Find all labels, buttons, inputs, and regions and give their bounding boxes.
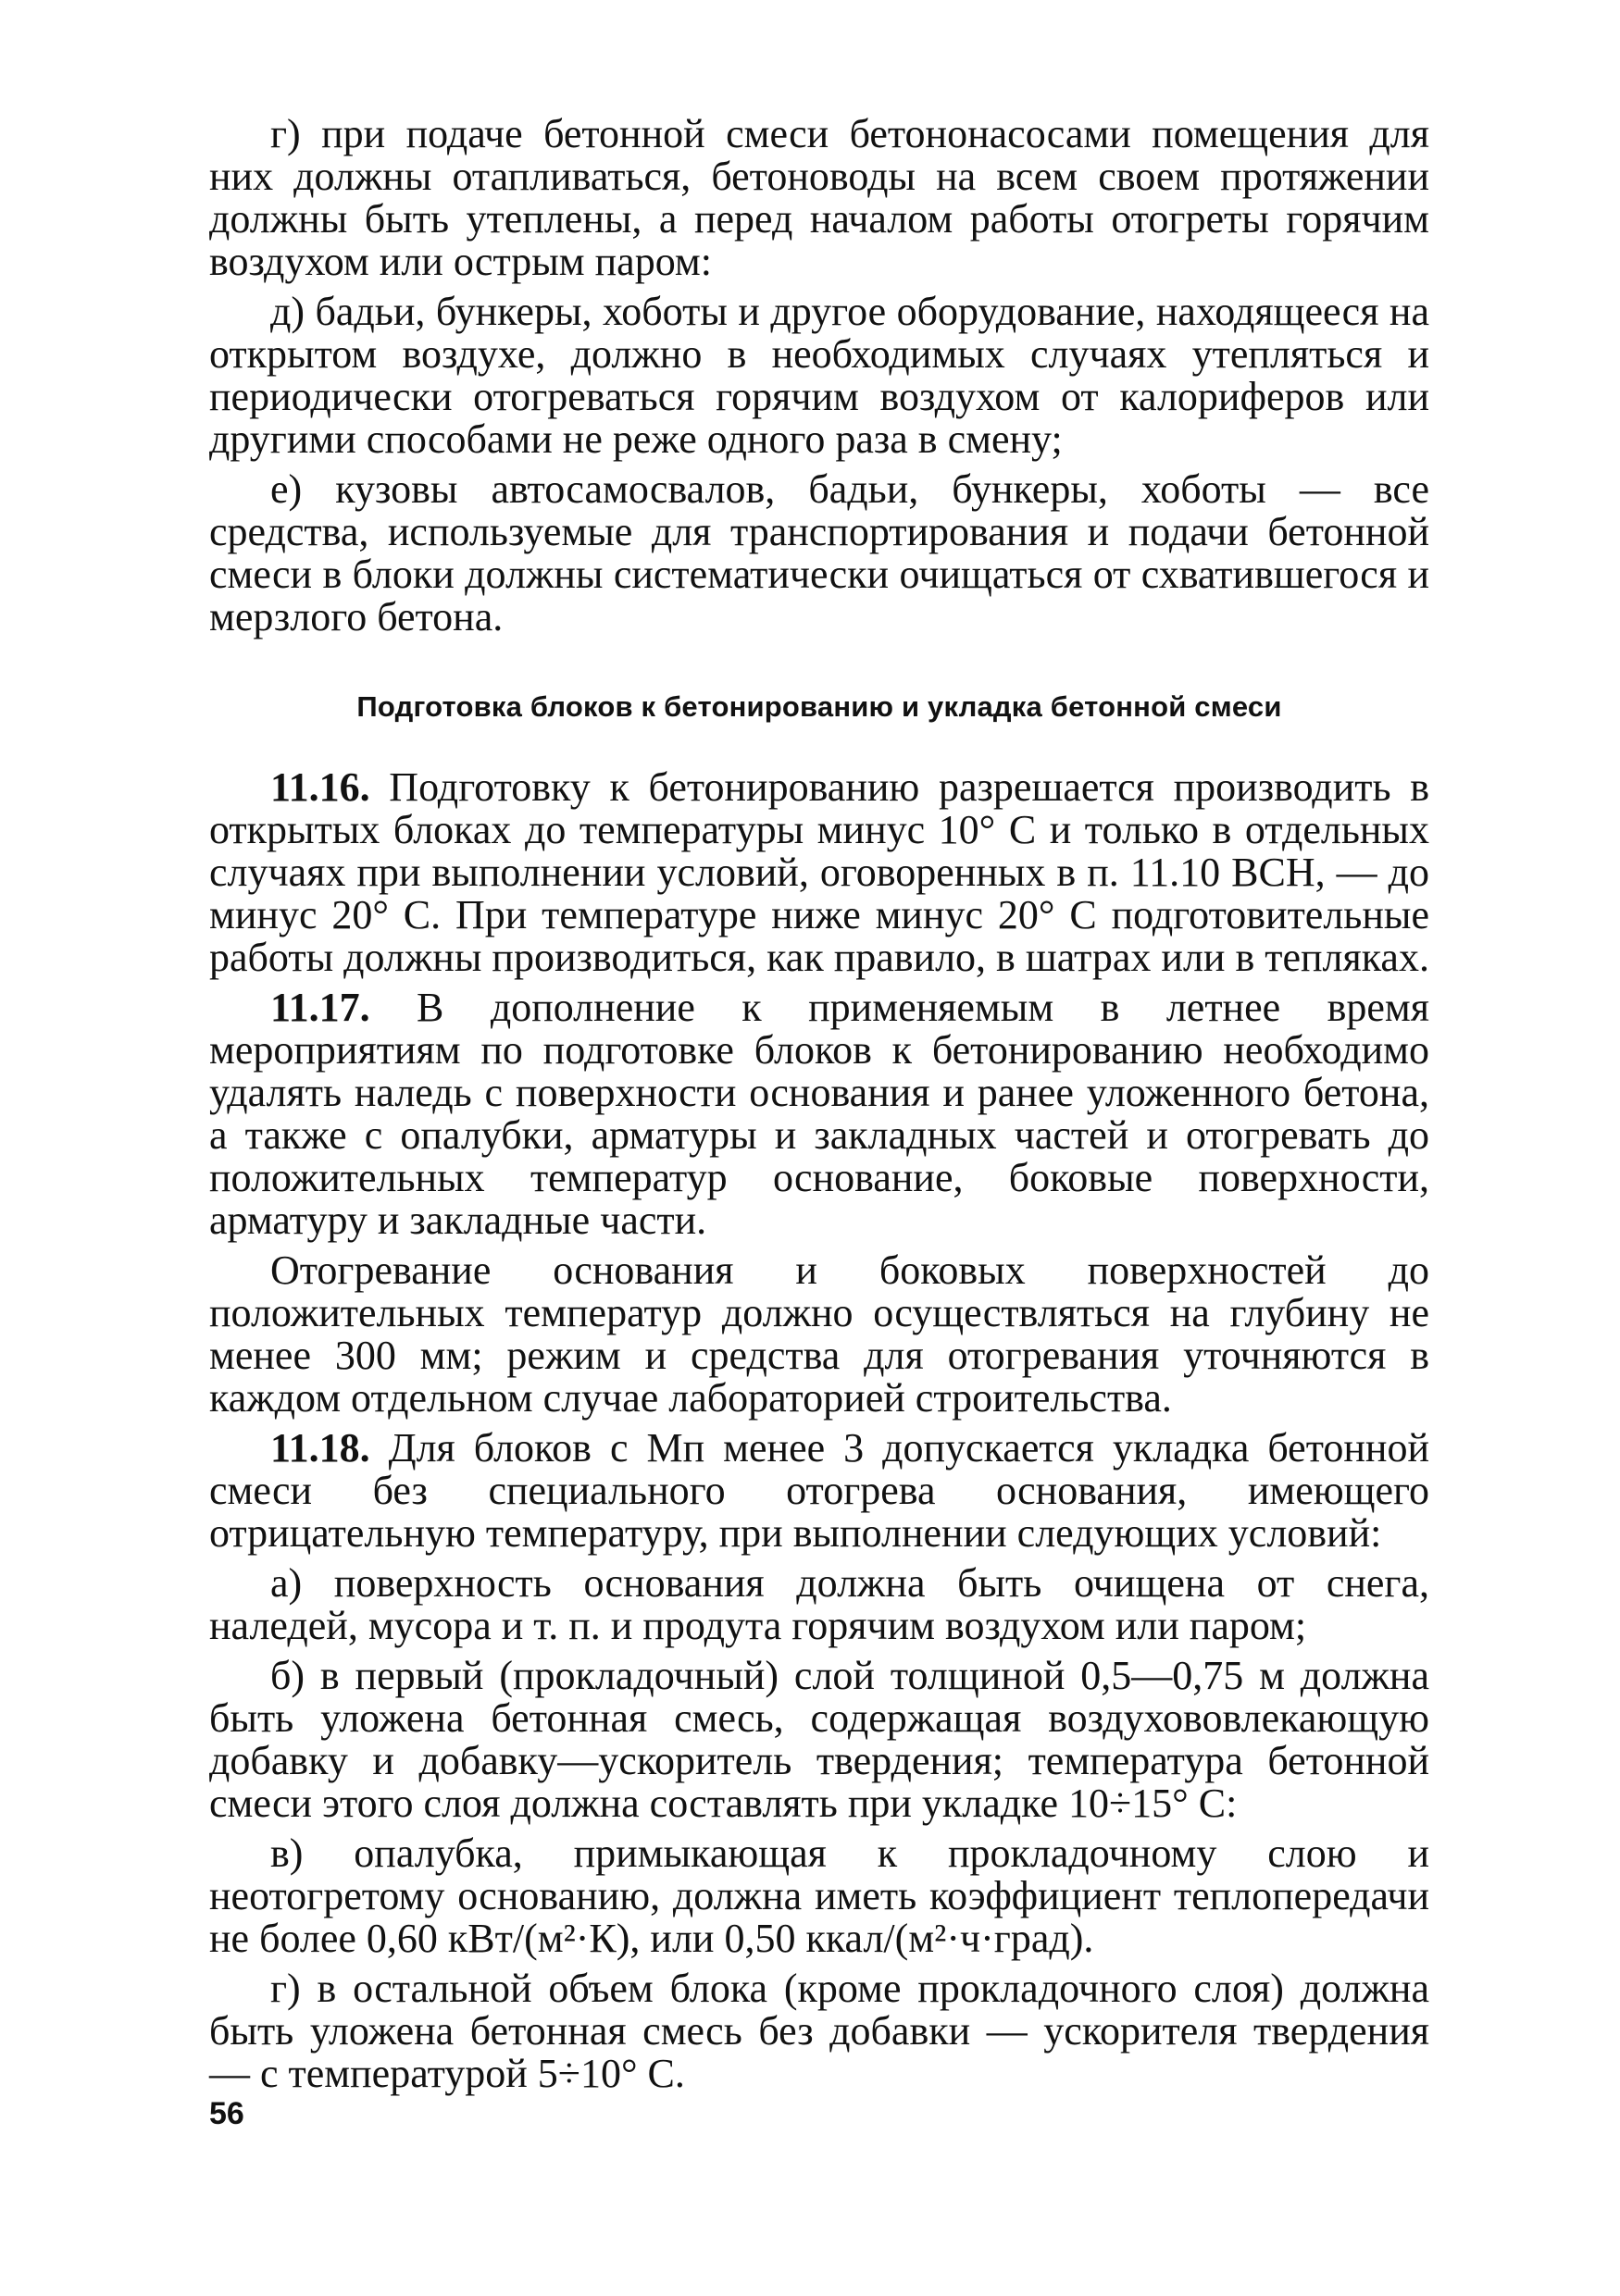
paragraph-thawing: Отогревание основания и боковых поверхностей до положительных температур должно осуществляться на глубину не менее 300 мм; режим и средства для отогревания уточняются в каждом отдельном случае лабораторией строительства. bbox=[209, 1247, 1429, 1421]
condition-v: в) опалубка, примыкающая к прокладочному слою и неотогретому основанию, должна иметь коэффициент теплопередачи не более 0,60 кВт/(м²·К), или 0,50 ккал/(м²·ч·град). bbox=[209, 1831, 1429, 1961]
clause-text: Для блоков с Мп менее 3 допускается укладка бетонной смеси без специального отогрева основания, имеющего отрицательную температуру, при выполнении следующих условий: bbox=[209, 1425, 1429, 1556]
clause-number: 11.18. bbox=[270, 1425, 370, 1471]
page-body bbox=[209, 113, 1429, 2103]
clause-text: Подготовку к бетонированию разрешается производить в открытых блоках до температуры минус 10° С и только в отдельных случаях при выполнении условий, оговоренных в п. 11.10 ВСН, — до минус 20° С. При температуре ниже минус 20° С подготовительные работы должны производиться, как правило, в шатрах или в тепляках. bbox=[209, 764, 1430, 980]
clause-11-16 bbox=[209, 766, 1429, 979]
section-heading: Подготовка блоков к бетонированию и укладка бетонной смеси bbox=[356, 690, 1282, 723]
paragraph-concrete-pumps: г) при подаче бетонной смеси бетононасосами помещения для них должны отапливаться, бетоноводы на всем своем протяжении должны быть утеплены, а перед началом работы отогреты горячим воздухом или острым паром: bbox=[209, 111, 1429, 284]
clause-number: 11.17. bbox=[270, 985, 370, 1030]
clause-11-18 bbox=[209, 1427, 1429, 1555]
clause-11-17 bbox=[209, 987, 1429, 1242]
page-number: 56 bbox=[209, 2096, 244, 2131]
paragraph-truck-bodies: е) кузовы автосамосвалов, бадьи, бункеры, хоботы — все средства, используемые для транспортирования и подачи бетонной смеси в блоки должны систематически очищаться от схватившегося и мерзлого бетона. bbox=[209, 466, 1429, 639]
condition-b: б) в первый (прокладочный) слой толщиной 0,5—0,75 м должна быть уложена бетонная смесь, содержащая воздухововлекающую добавку и добавку—ускоритель твердения; температура бетонной смеси этого слоя должна составлять при укладке 10÷15° С: bbox=[209, 1653, 1429, 1826]
paragraph-buckets-bunkers: д) бадьи, бункеры, хоботы и другое оборудование, находящееся на открытом воздухе, должно в необходимых случаях утепляться и периодически отогреваться горячим воздухом от калориферов или другими способами не реже одного раза в смену; bbox=[209, 289, 1429, 462]
condition-a: а) поверхность основания должна быть очищена от снега, наледей, мусора и т. п. и продута горячим воздухом или паром; bbox=[209, 1560, 1429, 1648]
clause-text: В дополнение к применяемым в летнее время мероприятиям по подготовке блоков к бетонированию необходимо удалять наледь с поверхности основания и ранее уложенного бетона, а также с опалубки, арматуры и закладных частей и отогревать до положительных температур основание, боковые поверхности, арматуру и закладные части. bbox=[209, 985, 1429, 1243]
condition-g: г) в остальной объем блока (кроме прокладочного слоя) должна быть уложена бетонная смесь без добавки — ускорителя твердения — с температурой 5÷10° С. bbox=[209, 1966, 1429, 2096]
clause-number: 11.16. bbox=[270, 764, 370, 810]
